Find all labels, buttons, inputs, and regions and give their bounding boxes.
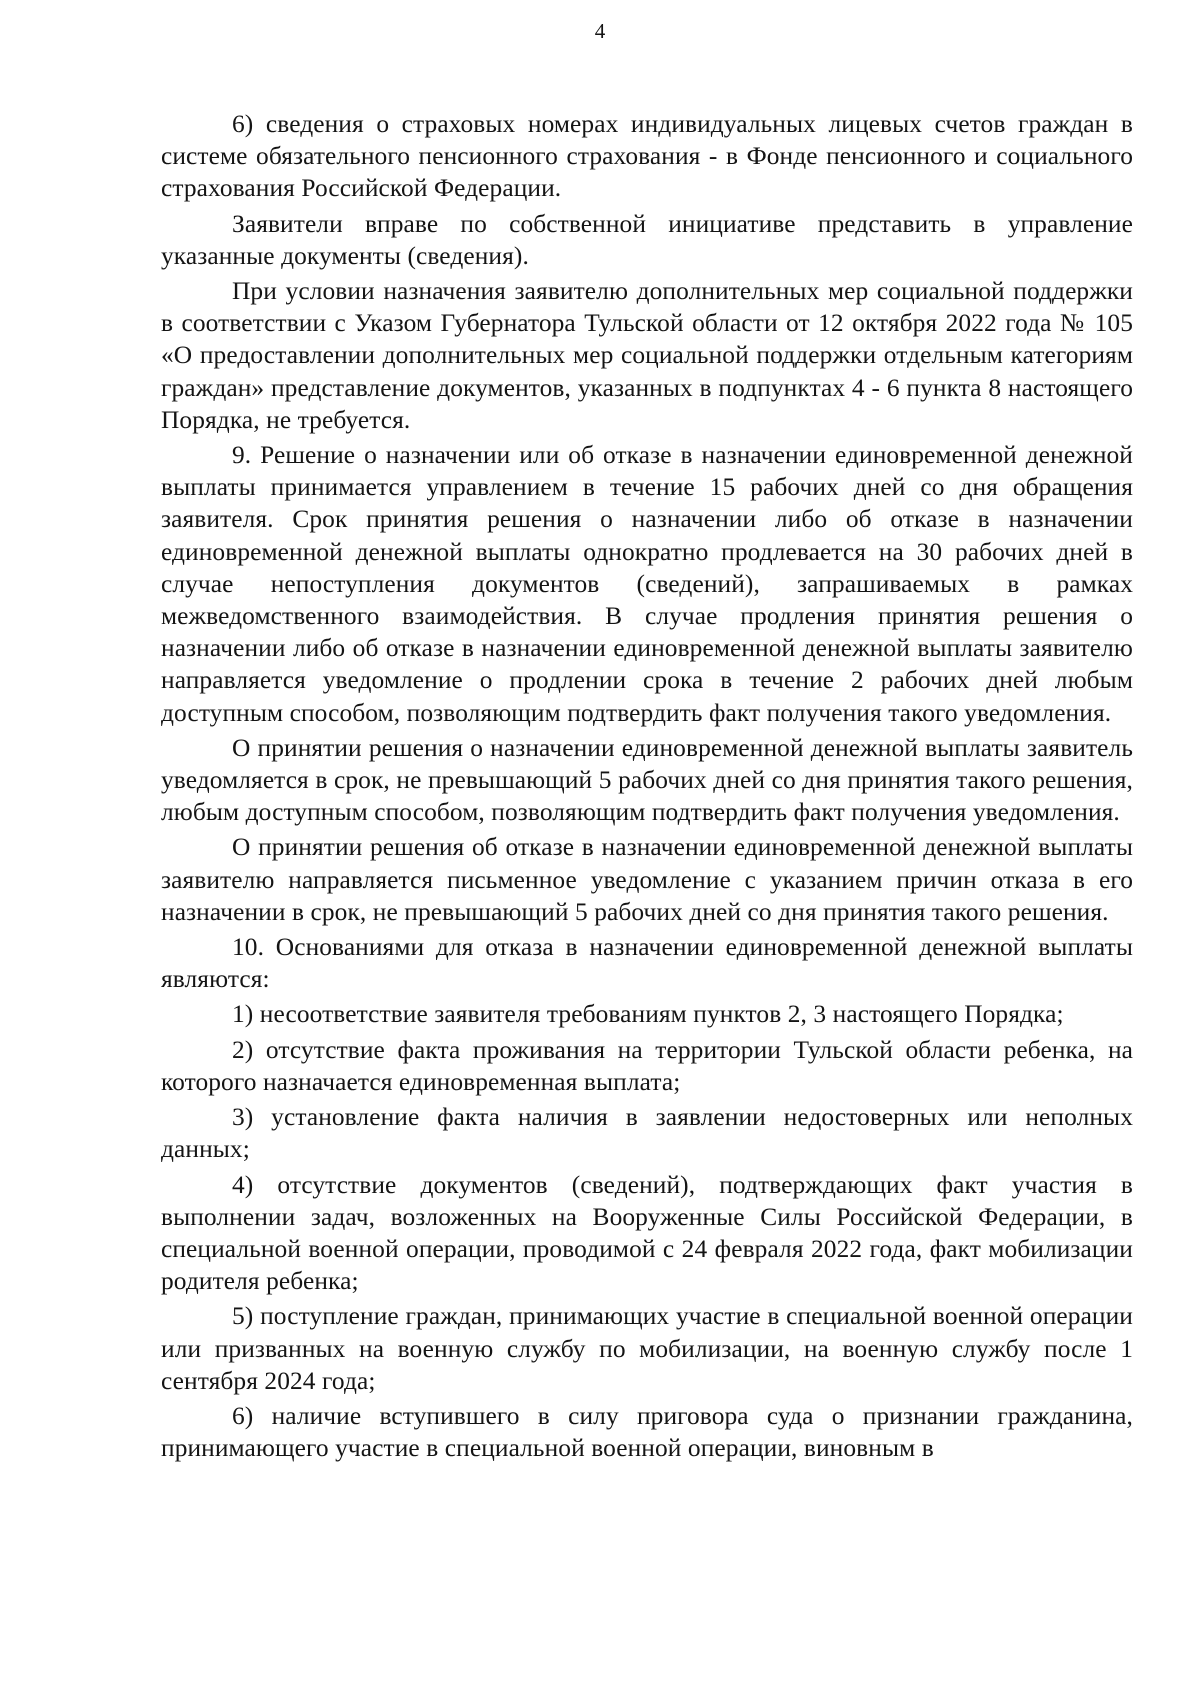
paragraph-section-9-decision: 9. Решение о назначении или об отказе в назначении единовременной денежной выплаты принимается управлением в течение 15 рабочих дней со дня обращения заявителя. Срок принятия решения о назначении либо об отказе в назначении единовременной денежной выплаты однократно продлевается на 30 рабочих дней в случае непоступления документов (сведений), запрашиваемых в рамках межведомственного взаимодействия. В случае продления принятия решения о назначении либо об отказе в назначении единовременной денежной выплаты заявителю направляется уведомление о продлении срока в течение 2 рабочих дней любым доступным способом, позволяющим подтвердить факт получения такого уведомления. bbox=[161, 441, 1133, 727]
paragraph-governor-decree: При условии назначения заявителю дополнительных мер социальной поддержки в соответствии с Указом Губернатора Тульской области от 12 октября 2022 года № 105 «О предоставлении дополнительных мер социальной поддержки отдельным категориям граждан» представление документов, указанных в подпунктах 4 - 6 пункта 8 настоящего Порядка, не требуется. bbox=[161, 277, 1133, 434]
list-item-1-noncompliance: 1) несоответствие заявителя требованиям пунктов 2, 3 настоящего Порядка; bbox=[232, 1000, 1064, 1029]
paragraph-applicants-right: Заявители вправе по собственной инициативе представить в управление указанные документы (сведения). bbox=[161, 209, 1133, 270]
paragraph-section-10-grounds: 10. Основаниями для отказа в назначении единовременной денежной выплаты являются: bbox=[161, 933, 1133, 994]
list-item-2-residence: 2) отсутствие факта проживания на территории Тульской области ребенка, на которого назначается единовременная выплата; bbox=[161, 1035, 1133, 1096]
list-item-3-false-data: 3) установление факта наличия в заявлении недостоверных или неполных данных; bbox=[161, 1103, 1133, 1164]
list-item-5-service-date: 5) поступление граждан, принимающих участие в специальной военной операции или призванных на военную службу по мобилизации, на военную службу после 1 сентября 2024 года; bbox=[161, 1302, 1133, 1395]
page-number: 4 bbox=[594, 19, 606, 43]
list-item-4-missing-documents: 4) отсутствие документов (сведений), подтверждающих факт участия в выполнении задач, возложенных на Вооруженные Силы Российской Федерации, в специальной военной операции, проводимой с 24 февраля 2022 года, факт мобилизации родителя ребенка; bbox=[161, 1170, 1133, 1296]
paragraph-notification-approval: О принятии решения о назначении единовременной денежной выплаты заявитель уведомляется в срок, не превышающий 5 рабочих дней со дня принятия такого решения, любым доступным способом, позволяющим подтвердить факт получения уведомления. bbox=[161, 733, 1133, 827]
paragraph-item-6-insurance-numbers: 6) сведения о страховых номерах индивидуальных лицевых счетов граждан в системе обязательного пенсионного страхования - в Фонде пенсионного и социального страхования Российской Федерации. bbox=[161, 110, 1133, 203]
paragraph-notification-refusal: О принятии решения об отказе в назначении единовременной денежной выплаты заявителю направляется письменное уведомление с указанием причин отказа в его назначении в срок, не превышающий 5 рабочих дней со дня принятия такого решения. bbox=[161, 833, 1133, 926]
document-body bbox=[161, 108, 1133, 1464]
list-item-6-court-verdict: 6) наличие вступившего в силу приговора суда о признании гражданина, принимающего участие в специальной военной операции, виновным в bbox=[161, 1401, 1133, 1463]
